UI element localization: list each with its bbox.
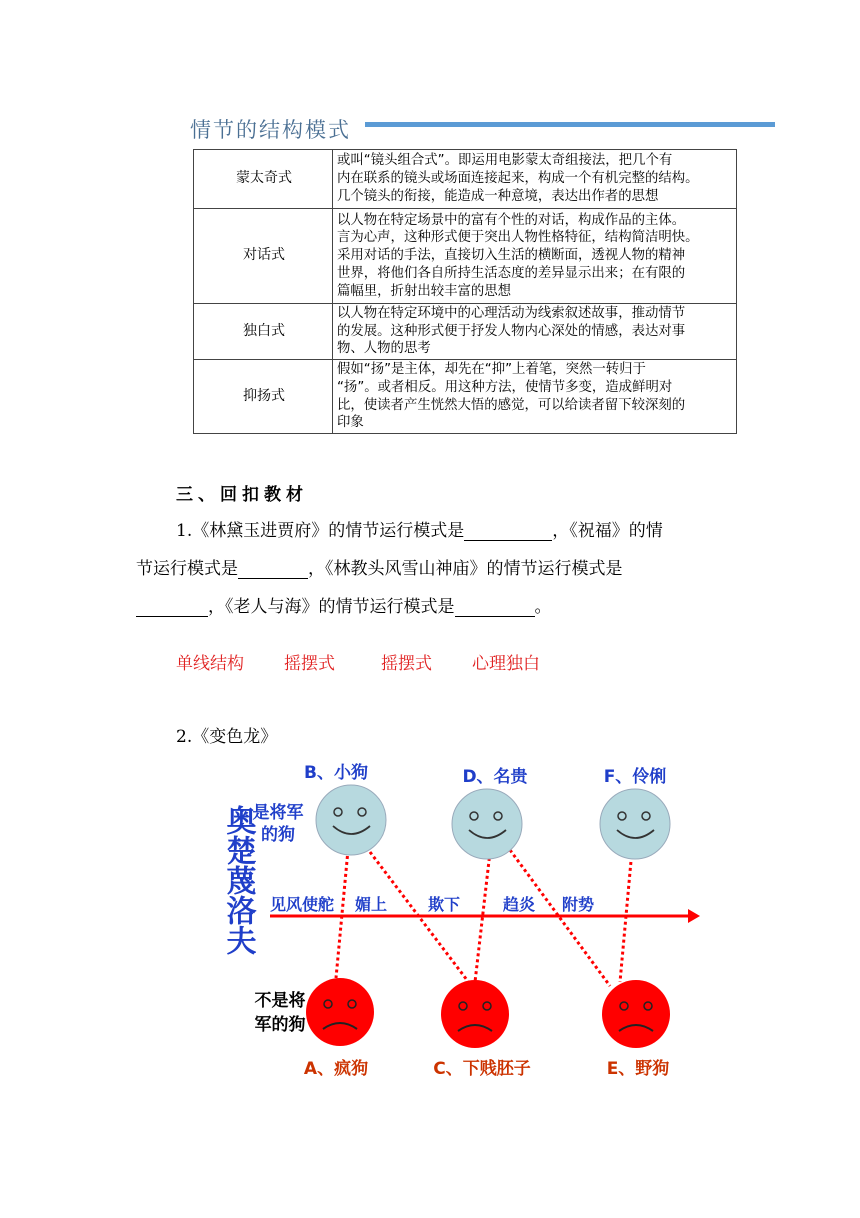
answer-text: 单线结构 — [176, 654, 244, 674]
section-heading: 三、回扣教材 — [176, 485, 308, 505]
bottom-dog-label: C、下贱胚子 — [433, 1059, 531, 1079]
attitude-label: 媚上 — [355, 895, 388, 914]
question1-line — [136, 554, 623, 579]
top-dog-label: D、名贵 — [462, 767, 528, 787]
sad-face-icon — [602, 980, 670, 1048]
question-text: 节运行模式是 — [136, 559, 238, 579]
answer-text: 心理独白 — [472, 654, 540, 674]
desc-line: 以人物在特定场景中的富有个性的对话，构成作品的主体。 — [337, 212, 686, 228]
happy-face-icon — [316, 785, 386, 855]
desc-line: 假如“扬”是主体，却先在“抑”上着笔，突然一转归于 — [337, 361, 646, 377]
bottom-dog-label: A、疯狗 — [303, 1059, 369, 1079]
question1-line — [176, 516, 663, 541]
structure-section-title: 情节的结构模式 — [190, 118, 351, 142]
top-group-label: 的狗 — [261, 825, 295, 845]
desc-line: 言为心声，这种形式便于突出人物性格特征，结构简洁明快。 — [337, 230, 699, 246]
bottom-group-label: 军的狗 — [254, 1015, 306, 1035]
desc-line: 几个镜头的衔接，能造成一种意境，表达出作者的思想 — [337, 188, 659, 204]
top-group-label: 是将军 — [252, 803, 304, 823]
mode-description — [333, 304, 737, 360]
desc-line: 物、人物的思考 — [337, 341, 431, 357]
protagonist-name — [221, 804, 257, 955]
arrow-head-icon — [688, 909, 700, 923]
answer-blank — [464, 523, 552, 541]
sad-face-icon — [441, 980, 509, 1048]
svg-text:奥楚蔑洛夫: 奥楚蔑洛夫 — [220, 805, 256, 955]
structure-table — [193, 149, 737, 434]
question1-line — [136, 592, 552, 617]
attitude-label: 见风使舵 — [270, 895, 335, 914]
question2-label: 2.《变色龙》 — [176, 727, 278, 747]
top-dog-label: B、小狗 — [304, 763, 368, 783]
mode-name: 抑扬式 — [194, 360, 333, 434]
attitude-label: 欺下 — [428, 895, 461, 914]
mode-description — [333, 360, 737, 434]
desc-line: 印象 — [337, 415, 364, 431]
happy-face-icon — [600, 789, 670, 859]
desc-line: “扬”。或者相反。用这种方法，使情节多变，造成鲜明对 — [337, 379, 673, 395]
mode-description — [333, 150, 737, 209]
question-text: ，《老人与海》的情节运行模式是 — [208, 597, 455, 617]
attitude-label: 附势 — [562, 895, 595, 914]
connector-lines — [336, 850, 632, 986]
chameleon-diagram — [210, 752, 710, 1087]
mode-name: 对话式 — [194, 209, 333, 304]
desc-line: 篇幅里，折射出较丰富的思想 — [337, 283, 512, 299]
table-row — [194, 150, 737, 209]
answer-blank — [136, 599, 208, 617]
question-text: ，《祝福》的情 — [552, 521, 663, 541]
answer-blank — [455, 599, 535, 617]
mode-name: 独白式 — [194, 304, 333, 360]
question-text: ，《林教头风雪山神庙》的情节运行模式是 — [308, 559, 623, 579]
attitude-label: 趋炎 — [503, 895, 536, 914]
answer-blank — [238, 561, 308, 579]
desc-line: 世界，将他们各自所持生活态度的差异显示出来；在有限的 — [337, 265, 686, 281]
question-text: 。 — [534, 597, 552, 617]
mode-name: 蒙太奇式 — [194, 150, 333, 209]
desc-line: 比，使读者产生恍然大悟的感觉，可以给读者留下较深刻的 — [337, 397, 686, 413]
desc-line: 的发展。这种形式便于抒发人物内心深处的情感，表达对事 — [337, 323, 686, 339]
connector-line — [510, 850, 610, 986]
title-underline — [365, 122, 775, 127]
connector-line — [336, 850, 348, 978]
question-text: 1.《林黛玉进贾府》的情节运行模式是 — [176, 521, 465, 541]
mode-description — [333, 209, 737, 304]
answer-text: 摇摆式 — [381, 654, 432, 674]
table-row — [194, 360, 737, 434]
desc-line: 采用对话的手法，直接切入生活的横断面，透视人物的精神 — [337, 248, 686, 264]
bottom-dog-label: E、野狗 — [606, 1059, 670, 1079]
bottom-group-label: 不是将 — [254, 991, 306, 1011]
answer-text: 摇摆式 — [284, 654, 335, 674]
table-row — [194, 304, 737, 360]
sad-face-icon — [306, 978, 374, 1046]
desc-line: 以人物在特定环境中的心理活动为线索叙述故事，推动情节 — [337, 305, 686, 321]
happy-face-icon — [452, 789, 522, 859]
desc-line: 或叫“镜头组合式”。即运用电影蒙太奇组接法，把几个有 — [337, 153, 673, 169]
connector-line — [370, 852, 470, 984]
desc-line: 内在联系的镜头或场面连接起来，构成一个有机完整的结构。 — [337, 171, 699, 187]
top-dog-label: F、伶俐 — [603, 767, 667, 787]
table-row — [194, 209, 737, 304]
